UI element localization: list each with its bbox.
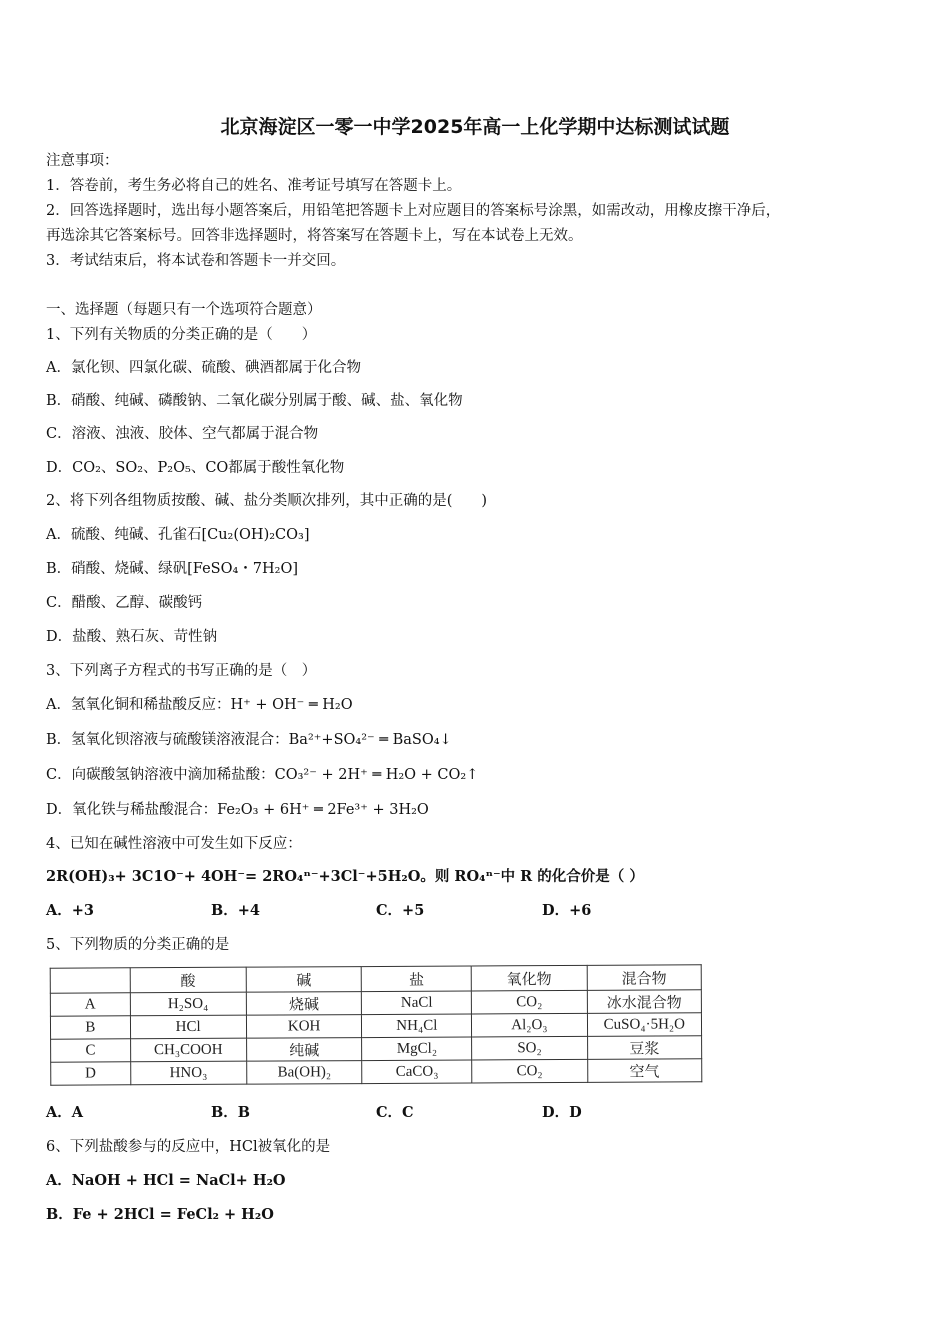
question-5-option-b: B．B	[211, 1104, 251, 1121]
question-2-option-c: C．醋酸、乙醇、碳酸钙	[46, 595, 203, 611]
table-header-cell: 氧化物	[471, 965, 587, 991]
table-cell: 豆浆	[587, 1036, 702, 1060]
table-cell: CO₂	[471, 990, 587, 1014]
question-6-option-b: B．Fe + 2HCl = FeCl₂ + H₂O	[46, 1206, 274, 1223]
question-5-stem: 5、下列物质的分类正确的是	[46, 937, 230, 953]
question-1-option-c: C．溶液、浊液、胶体、空气都属于混合物	[46, 426, 319, 442]
table-header-cell: 碱	[246, 967, 362, 993]
table-cell: NH₄Cl	[362, 1014, 472, 1038]
question-1-option-a: A．氯化钡、四氯化碳、硫酸、碘酒都属于化合物	[46, 360, 361, 376]
table-header-cell: 盐	[362, 966, 472, 992]
question-5-option-a: A．A	[46, 1104, 84, 1121]
table-cell: HNO₃	[130, 1061, 246, 1085]
table-cell: B	[50, 1016, 130, 1039]
question-4-option-a: A．+3	[46, 902, 94, 919]
table-cell: 冰水混合物	[587, 990, 702, 1014]
note-item: 1．答卷前，考生务必将自己的姓名、准考证号填写在答题卡上。	[46, 178, 462, 194]
question-1-option-b: B．硝酸、纯碱、磷酸钠、二氧化碳分别属于酸、碱、盐、氧化物	[46, 393, 463, 409]
table-header-cell	[50, 968, 130, 993]
question-3-option-c: C．向碳酸氢钠溶液中滴加稀盐酸：CO₃²⁻ + 2H⁺ ═ H₂O + CO₂↑	[46, 767, 479, 783]
table-cell: CuSO₄·5H₂O	[587, 1013, 702, 1037]
question-5-option-d: D．D	[542, 1104, 582, 1121]
question-4-option-d: D．+6	[542, 902, 592, 919]
table-cell: Ba(OH)₂	[246, 1061, 362, 1085]
table-cell: Al₂O₃	[472, 1013, 588, 1037]
question-2-option-b: B．硝酸、烧碱、绿矾[FeSO₄・7H₂O]	[46, 561, 299, 577]
table-cell: CaCO₃	[362, 1060, 472, 1084]
table-cell: CO₂	[472, 1059, 588, 1083]
question-5-option-c: C．C	[376, 1104, 414, 1121]
classification-table	[50, 964, 703, 1085]
question-4-option-c: C．+5	[376, 902, 425, 919]
question-2-option-d: D．盐酸、熟石灰、苛性钠	[46, 629, 218, 645]
table-cell: A	[50, 993, 130, 1016]
question-3-option-b: B．氢氧化钡溶液与硫酸镁溶液混合：Ba²⁺+SO₄²⁻ ═ BaSO₄↓	[46, 732, 452, 748]
question-2-option-a: A．硫酸、纯碱、孔雀石[Cu₂(OH)₂CO₃]	[46, 527, 310, 543]
note-item: 再选涂其它答案标号。回答非选择题时，将答案写在答题卡上，写在本试卷上无效。	[46, 228, 583, 244]
question-4-stem: 4、已知在碱性溶液中可发生如下反应：	[46, 836, 302, 852]
table-cell: 空气	[587, 1059, 702, 1083]
table-row	[50, 1013, 701, 1039]
table-cell: MgCl₂	[362, 1037, 472, 1061]
table-cell: 纯碱	[246, 1038, 362, 1062]
question-1-option-d: D．CO₂、SO₂、P₂O₅、CO都属于酸性氧化物	[46, 460, 345, 476]
question-6-option-a: A．NaOH + HCl = NaCl+ H₂O	[46, 1172, 286, 1189]
table-header-row	[50, 965, 701, 993]
table-row	[51, 1059, 702, 1085]
table-cell: NaCl	[362, 991, 472, 1015]
table-cell: 烧碱	[246, 992, 362, 1016]
notes-heading: 注意事项：	[46, 153, 119, 169]
table-row	[51, 1036, 702, 1062]
question-1-stem: 1、下列有关物质的分类正确的是（ ）	[46, 327, 317, 343]
question-3-option-a: A．氢氧化铜和稀盐酸反应：H⁺ + OH⁻ ═ H₂O	[46, 697, 353, 713]
question-4-equation: 2R(OH)₃+ 3C1O⁻+ 4OH⁻= 2RO₄ⁿ⁻+3Cl⁻+5H₂O。则 RO₄ⁿ⁻中 R 的化合价是（ ）	[46, 868, 644, 885]
table-cell: C	[51, 1039, 131, 1062]
table-cell: SO₂	[472, 1036, 588, 1060]
section-heading: 一、选择题（每题只有一个选项符合题意）	[46, 302, 322, 318]
table-cell: H₂SO₄	[130, 992, 246, 1016]
table-header-cell: 酸	[130, 967, 246, 993]
table-cell: HCl	[130, 1015, 246, 1039]
question-3-stem: 3、下列离子方程式的书写正确的是（ ）	[46, 663, 317, 679]
question-4-option-b: B．+4	[211, 902, 260, 919]
note-item: 3．考试结束后，将本试卷和答题卡一并交回。	[46, 253, 346, 269]
question-6-stem: 6、下列盐酸参与的反应中，HCl被氧化的是	[46, 1139, 331, 1155]
table-header-cell: 混合物	[587, 965, 702, 991]
question-3-option-d: D．氧化铁与稀盐酸混合：Fe₂O₃ + 6H⁺ ═ 2Fe³⁺ + 3H₂O	[46, 802, 429, 818]
page-title: 北京海淀区一零一中学2025年高一上化学期中达标测试试题	[220, 116, 730, 138]
question-2-stem: 2、将下列各组物质按酸、碱、盐分类顺次排列，其中正确的是( )	[46, 493, 488, 509]
note-item: 2．回答选择题时，选出每小题答案后，用铅笔把答题卡上对应题目的答案标号涂黑，如需改动，用橡皮擦干净后，	[46, 203, 781, 219]
table-cell: CH₃COOH	[130, 1038, 246, 1062]
table-row	[50, 990, 701, 1016]
table-cell: D	[51, 1062, 131, 1085]
table-cell: KOH	[246, 1015, 362, 1039]
